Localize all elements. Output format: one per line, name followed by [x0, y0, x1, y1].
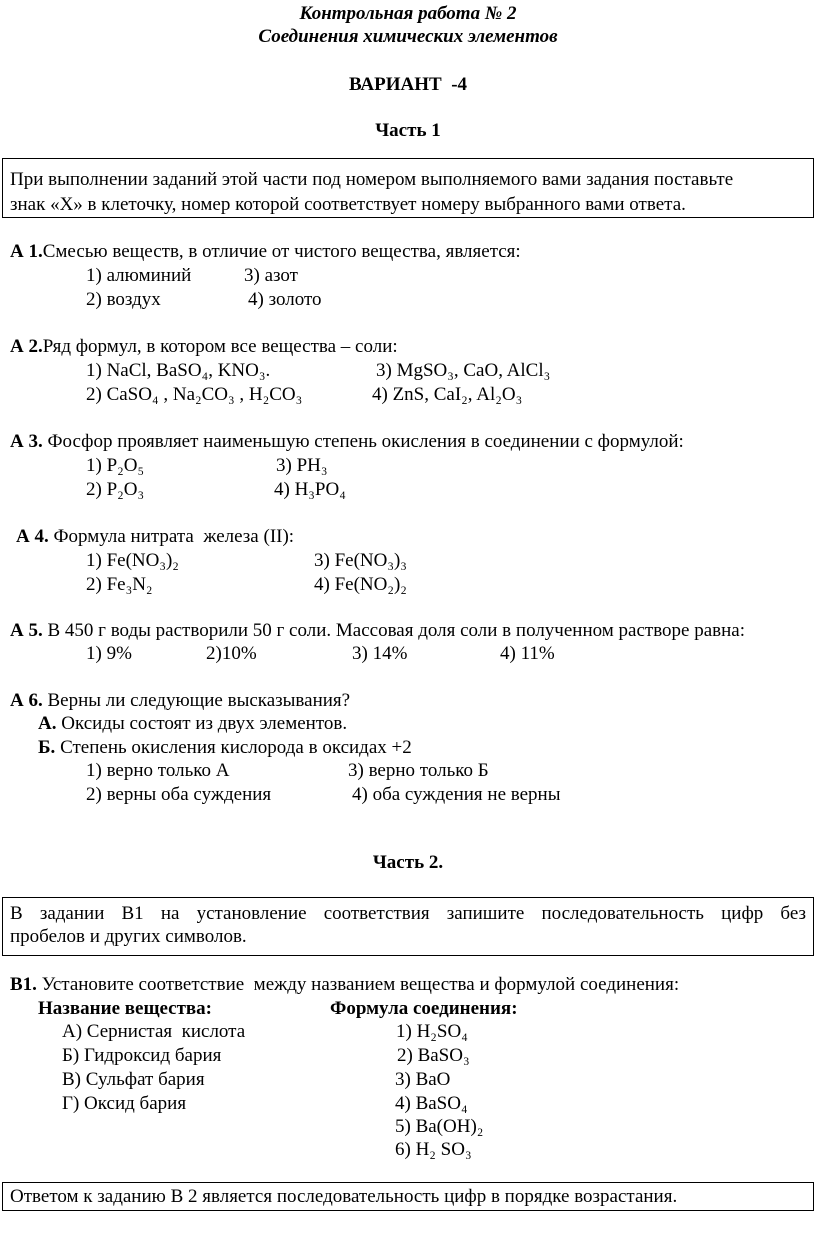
option[interactable]: 4) Fe(NO₂)₂ — [314, 574, 407, 595]
option[interactable]: 1) Fe(NO₃)₂ — [86, 550, 179, 571]
option[interactable]: 4) золото — [248, 289, 322, 310]
title: Контрольная работа № 2 — [299, 3, 517, 24]
question-text: Ряд формул, в котором все вещества – соли: — [42, 336, 398, 357]
option[interactable]: 3) верно только Б — [348, 760, 489, 781]
option[interactable]: 1) алюминий — [86, 265, 192, 286]
question-a2 — [10, 336, 398, 358]
statement-label: Б. — [38, 737, 56, 758]
question-text: Установите соответствие между названием вещества и формулой соединения: — [36, 974, 680, 995]
question-a4 — [16, 526, 294, 548]
question-text: В 450 г воды растворили 50 г соли. Массовая доля соли в полученном растворе равна: — [42, 620, 746, 641]
question-a1 — [10, 241, 521, 263]
option[interactable]: 3) MgSO₃, CaO, AlCl₃ — [376, 360, 551, 381]
names-header: Название вещества: — [38, 998, 213, 1019]
instruction-line: пробелов и других символов. — [10, 926, 247, 947]
option[interactable]: 2) Fe₃N₂ — [86, 574, 153, 595]
question-number: А 3. — [10, 431, 43, 452]
statement-label: А. — [38, 713, 57, 734]
substance-name: Г) Оксид бария — [62, 1093, 187, 1114]
formula: 3) BaO — [395, 1069, 451, 1090]
question-number: В1. — [10, 974, 37, 995]
part1-heading: Часть 1 — [375, 120, 441, 141]
instruction-line: В задании В1 на установление соответствия запишите последовательность цифр без — [10, 903, 806, 924]
instruction-line: При выполнении заданий этой части под номером выполняемого вами задания поставьте — [10, 169, 734, 190]
substance-name: Б) Гидроксид бария — [62, 1045, 222, 1066]
question-number: А 6. — [10, 690, 43, 711]
option[interactable]: 1) 9% — [86, 643, 132, 664]
question-a6 — [10, 690, 350, 712]
question-a5 — [10, 620, 745, 642]
option[interactable]: 1) NaCl, BaSO₄, KNO₃. — [86, 360, 271, 381]
formula: 5) Ba(OH)₂ — [395, 1116, 484, 1137]
subtitle: Соединения химических элементов — [258, 26, 558, 47]
substance-name: А) Сернистая кислота — [62, 1021, 246, 1042]
option[interactable]: 4) 11% — [500, 643, 555, 664]
statement-a — [38, 713, 347, 735]
formula: 1) H₂SO₄ — [396, 1021, 468, 1042]
option[interactable]: 4) ZnS, CaI₂, Al₂O₃ — [372, 384, 523, 405]
formula: 2) BaSO₃ — [397, 1045, 470, 1066]
option[interactable]: 1) P₂O₅ — [86, 455, 145, 476]
footer-note: Ответом к заданию В 2 является последовательность цифр в порядке возрастания. — [10, 1186, 678, 1207]
substance-name: В) Сульфат бария — [62, 1069, 205, 1090]
question-number: А 5. — [10, 620, 43, 641]
option[interactable]: 2) CaSO₄ , Na₂CO₃ , H₂CO₃ — [86, 384, 303, 405]
option[interactable]: 4) оба суждения не верны — [352, 784, 561, 805]
formula: 6) H₂ SO₃ — [395, 1139, 472, 1160]
option[interactable]: 2) воздух — [86, 289, 161, 310]
variant: ВАРИАНТ -4 — [348, 74, 468, 95]
question-number: А 2. — [10, 336, 43, 357]
option[interactable]: 3) PH₃ — [276, 455, 328, 476]
option[interactable]: 3) 14% — [352, 643, 408, 664]
question-number: А 4. — [16, 526, 49, 547]
option[interactable]: 2)10% — [206, 643, 257, 664]
statement-text: Степень окисления кислорода в оксидах +2 — [55, 737, 412, 758]
instruction-line: знак «Х» в клеточку, номер которой соответствует номеру выбранного вами ответа. — [10, 194, 686, 215]
formula: 4) BaSO₄ — [395, 1093, 468, 1114]
option[interactable]: 3) Fe(NO₃)₃ — [314, 550, 407, 571]
option[interactable]: 2) верны оба суждения — [86, 784, 272, 805]
question-text: Формула нитрата железа (II): — [48, 526, 295, 547]
question-text: Смесью веществ, в отличие от чистого вещества, является: — [42, 241, 521, 262]
question-number: А 1. — [10, 241, 43, 262]
question-text: Фосфор проявляет наименьшую степень окисления в соединении с формулой: — [42, 431, 684, 452]
part2-heading: Часть 2. — [372, 852, 444, 873]
formulas-header: Формула соединения: — [330, 998, 518, 1019]
option[interactable]: 3) азот — [244, 265, 298, 286]
option[interactable]: 4) H₃PO₄ — [274, 479, 346, 500]
statement-b — [38, 737, 412, 759]
question-b1 — [10, 974, 679, 996]
option[interactable]: 2) P₂O₃ — [86, 479, 145, 500]
question-a3 — [10, 431, 684, 453]
option[interactable]: 1) верно только А — [86, 760, 230, 781]
question-text: Верны ли следующие высказывания? — [42, 690, 351, 711]
statement-text: Оксиды состоят из двух элементов. — [56, 713, 348, 734]
